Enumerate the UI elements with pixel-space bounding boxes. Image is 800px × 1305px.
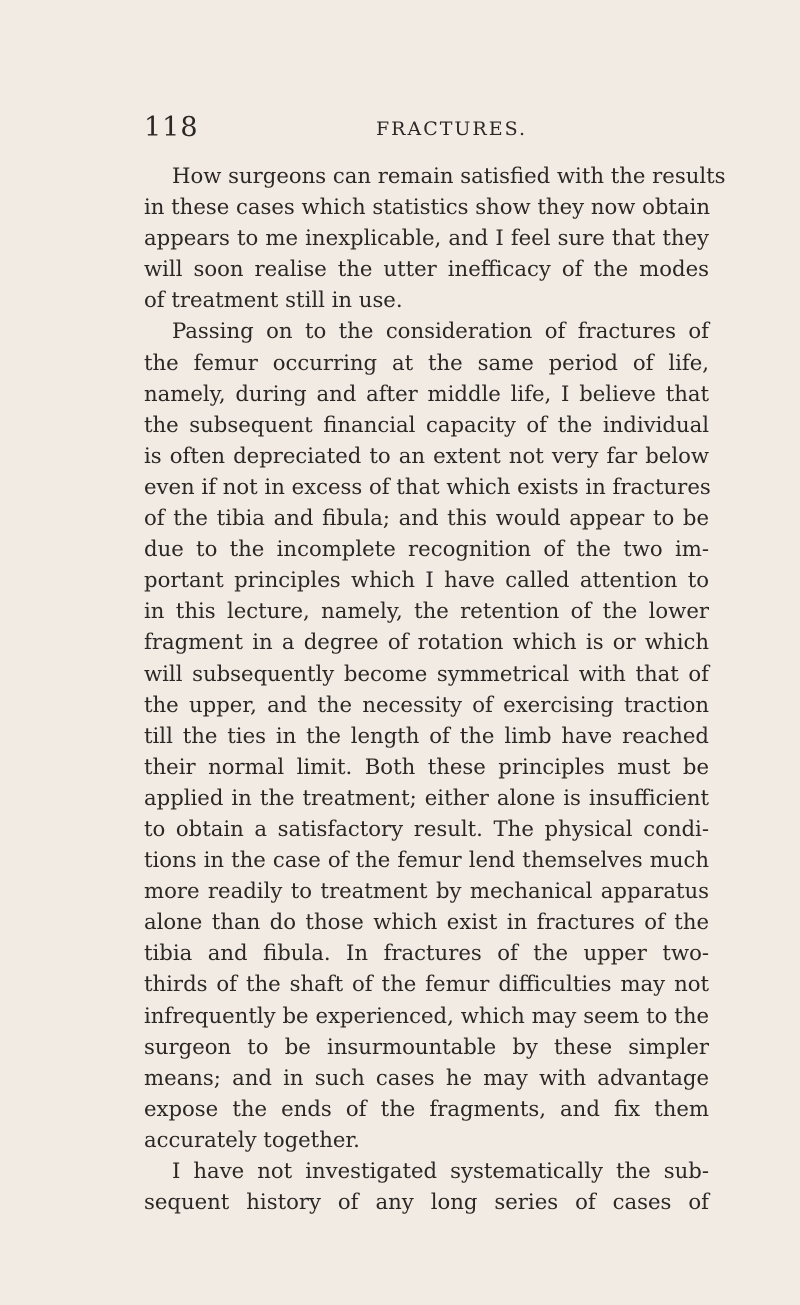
text-line: in these cases which statistics show they now obtain bbox=[144, 194, 710, 220]
body-text bbox=[144, 160, 726, 1217]
text-line: appears to me inexplicable, and I feel sure that they bbox=[144, 225, 709, 251]
running-title: FRACTURES. bbox=[376, 118, 527, 140]
text-line: applied in the treatment; either alone is insufficient bbox=[144, 784, 709, 810]
text-line: surgeon to be insurmountable by these simpler bbox=[144, 1033, 709, 1059]
text-line: sequent history of any long series of cases of bbox=[144, 1189, 709, 1215]
page-header bbox=[144, 112, 709, 148]
text-line: tions in the case of the femur lend themselves much bbox=[144, 847, 709, 873]
text-line: tibia and fibula. In fractures of the upper two- bbox=[144, 940, 709, 966]
text-line: till the ties in the length of the limb have reached bbox=[144, 722, 709, 748]
text-line: accurately together. bbox=[144, 1126, 360, 1152]
text-line: Passing on to the consideration of fractures of bbox=[172, 318, 709, 344]
text-line: the subsequent financial capacity of the individual bbox=[144, 411, 709, 437]
text-line: their normal limit. Both these principles must be bbox=[144, 753, 709, 779]
text-line: of the tibia and fibula; and this would appear to be bbox=[144, 505, 709, 531]
text-line: will soon realise the utter inefficacy of the modes bbox=[144, 256, 709, 282]
text-line: infrequently be experienced, which may seem to the bbox=[144, 1002, 709, 1028]
text-line: will subsequently become symmetrical with that of bbox=[144, 660, 709, 686]
text-line: thirds of the shaft of the femur difficulties may not bbox=[144, 971, 709, 997]
text-line: means; and in such cases he may with advantage bbox=[144, 1064, 709, 1090]
page-number: 118 bbox=[144, 112, 199, 143]
text-line: more readily to treatment by mechanical apparatus bbox=[144, 878, 709, 904]
text-line: the femur occurring at the same period of life, bbox=[144, 349, 709, 375]
text-line: is often depreciated to an extent not very far below bbox=[144, 442, 709, 468]
text-line: the upper, and the necessity of exercising traction bbox=[144, 691, 709, 717]
text-line: fragment in a degree of rotation which is or which bbox=[144, 629, 709, 655]
text-line: How surgeons can remain satisfied with the results bbox=[172, 163, 726, 188]
text-line: to obtain a satisfactory result. The physical condi- bbox=[144, 815, 709, 841]
text-line: in this lecture, namely, the retention of the lower bbox=[144, 598, 709, 624]
text-line: due to the incomplete recognition of the two im- bbox=[144, 536, 709, 562]
text-line: of treatment still in use. bbox=[144, 287, 403, 313]
text-line: expose the ends of the fragments, and fix them bbox=[144, 1095, 709, 1121]
text-line: portant principles which I have called attention to bbox=[144, 567, 709, 593]
text-line: even if not in excess of that which exists in fractures bbox=[144, 473, 711, 499]
text-line: namely, during and after middle life, I believe that bbox=[144, 380, 709, 406]
text-line: I have not investigated systematically the sub- bbox=[172, 1158, 709, 1183]
text-line: alone than do those which exist in fractures of the bbox=[144, 909, 709, 935]
